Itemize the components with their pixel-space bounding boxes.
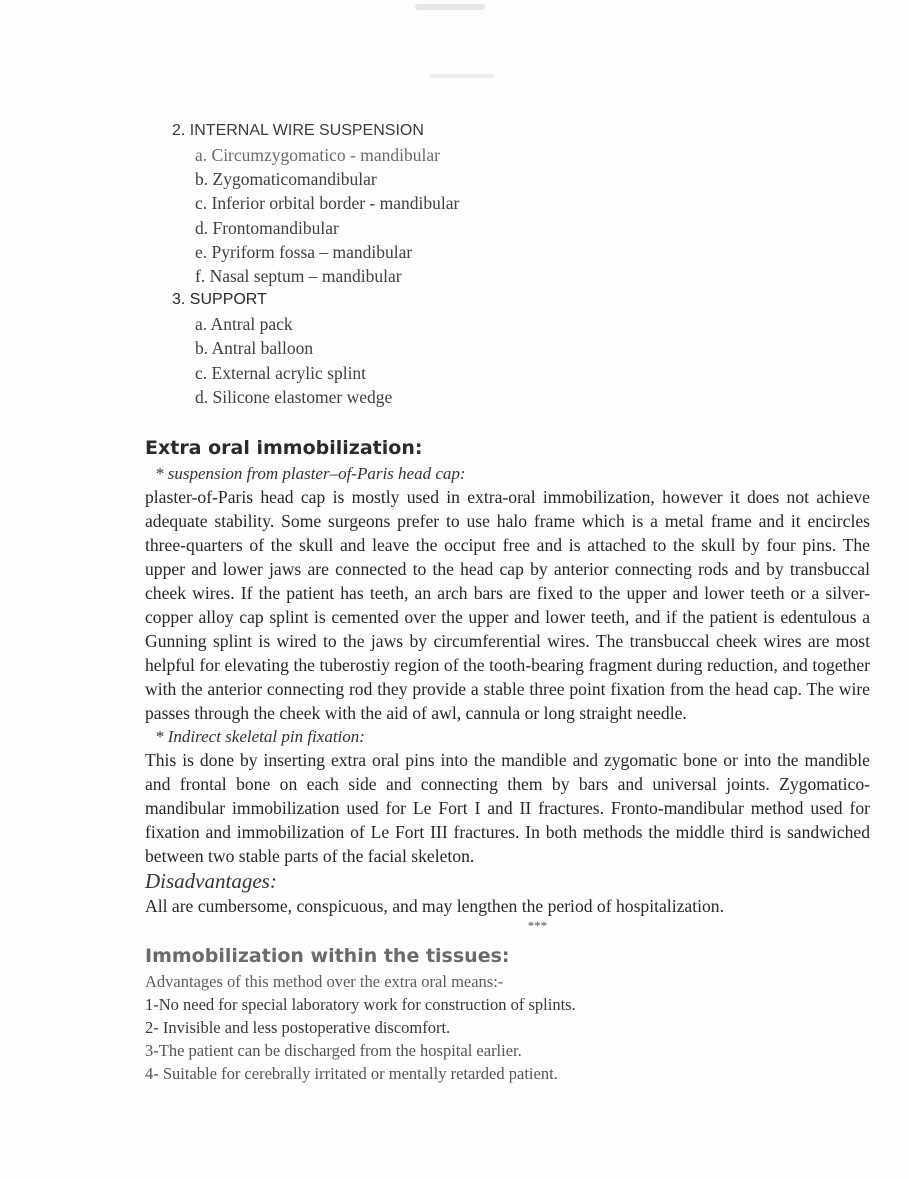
list-item: c. Inferior orbital border - mandibular [195,193,460,214]
list-item: a. Circumzygomatico - mandibular [195,145,440,165]
disadvantages-title: Disadvantages: [145,869,277,893]
list-item: d. Silicone elastomer wedge [195,386,393,407]
list-item: d. Frontomandibular [195,217,339,238]
main-content [145,434,870,1085]
pin-fixation-subheading: * Indirect skeletal pin fixation: [155,727,365,746]
list-item: a. Antral pack [195,314,293,335]
list-item: c. External acrylic splint [195,362,367,383]
head-cap-paragraph: plaster-of-Paris head cap is mostly used in extra-oral immobilization, however it does not achieve adequate stability. Some surgeons prefer to use halo frame which is a metal frame and it encircles three-quarters of the skull and leave the occiput free and is attached to the skull by four pins. The upper and lower jaws are connected to the head cap by anterior connecting rods and by transbuccal cheek wires. If the patient has teeth, an arch bars are fixed to the upper and lower teeth or a silver- copper alloy cap splint is cemented over the upper and lower teeth, and if the patient is edentulous a Gunning splint is wired to the jaws by circumferential wires. The transbuccal cheek wires are most helpful for elevating the tuberostiy region of the tooth-bearing fragment during reduction, and together with the anterior connecting rod they provide a stable three point fixation from the head cap. The wire passes through the cheek with the aid of awl, cannula or long straight needle. [145,487,870,723]
immobilization-methods-list [172,119,732,409]
list-item: b. Antral balloon [195,338,314,359]
list-item: f. Nasal septum – mandibular [195,265,402,286]
advantage-item: 4- Suitable for cerebrally irritated or mentally retarded patient. [145,1064,558,1083]
internal-wire-suspension-heading: 2. INTERNAL WIRE SUSPENSION [172,122,424,139]
scan-artifact-top [415,4,485,10]
within-tissues-title: Immobilization within the tissues: [145,945,510,967]
section-divider: *** [527,918,548,933]
support-heading: 3. SUPPORT [172,291,267,309]
advantages-intro: Advantages of this method over the extra oral means:- [145,972,504,991]
list-item: e. Pyriform fossa – mandibular [195,241,413,262]
list-item: b. Zygomaticomandibular [195,169,377,190]
advantage-item: 3-The patient can be discharged from the hospital earlier. [145,1041,522,1060]
scan-artifact-faint [430,74,494,78]
disadvantages-text: All are cumbersome, conspicuous, and may lengthen the period of hospitalization. [145,896,724,916]
pin-fixation-paragraph: This is done by inserting extra oral pins into the mandible and zygomatic bone or into the mandible and frontal bone on each side and connecting them by bars and universal joints. Zygomatico-mandibular immobilization used for Le Fort I and II fractures. Fronto-mandibular method used for fixation and immobilization of Le Fort III fractures. In both methods the middle third is sandwiched between two stable parts of the facial skeleton. [145,750,870,866]
extra-oral-immobilization-title: Extra oral immobilization: [145,437,423,459]
advantage-item: 1-No need for special laboratory work for construction of splints. [145,995,576,1014]
advantage-item: 2- Invisible and less postoperative discomfort. [145,1018,451,1037]
head-cap-subheading: * suspension from plaster–of-Paris head cap: [155,464,466,483]
